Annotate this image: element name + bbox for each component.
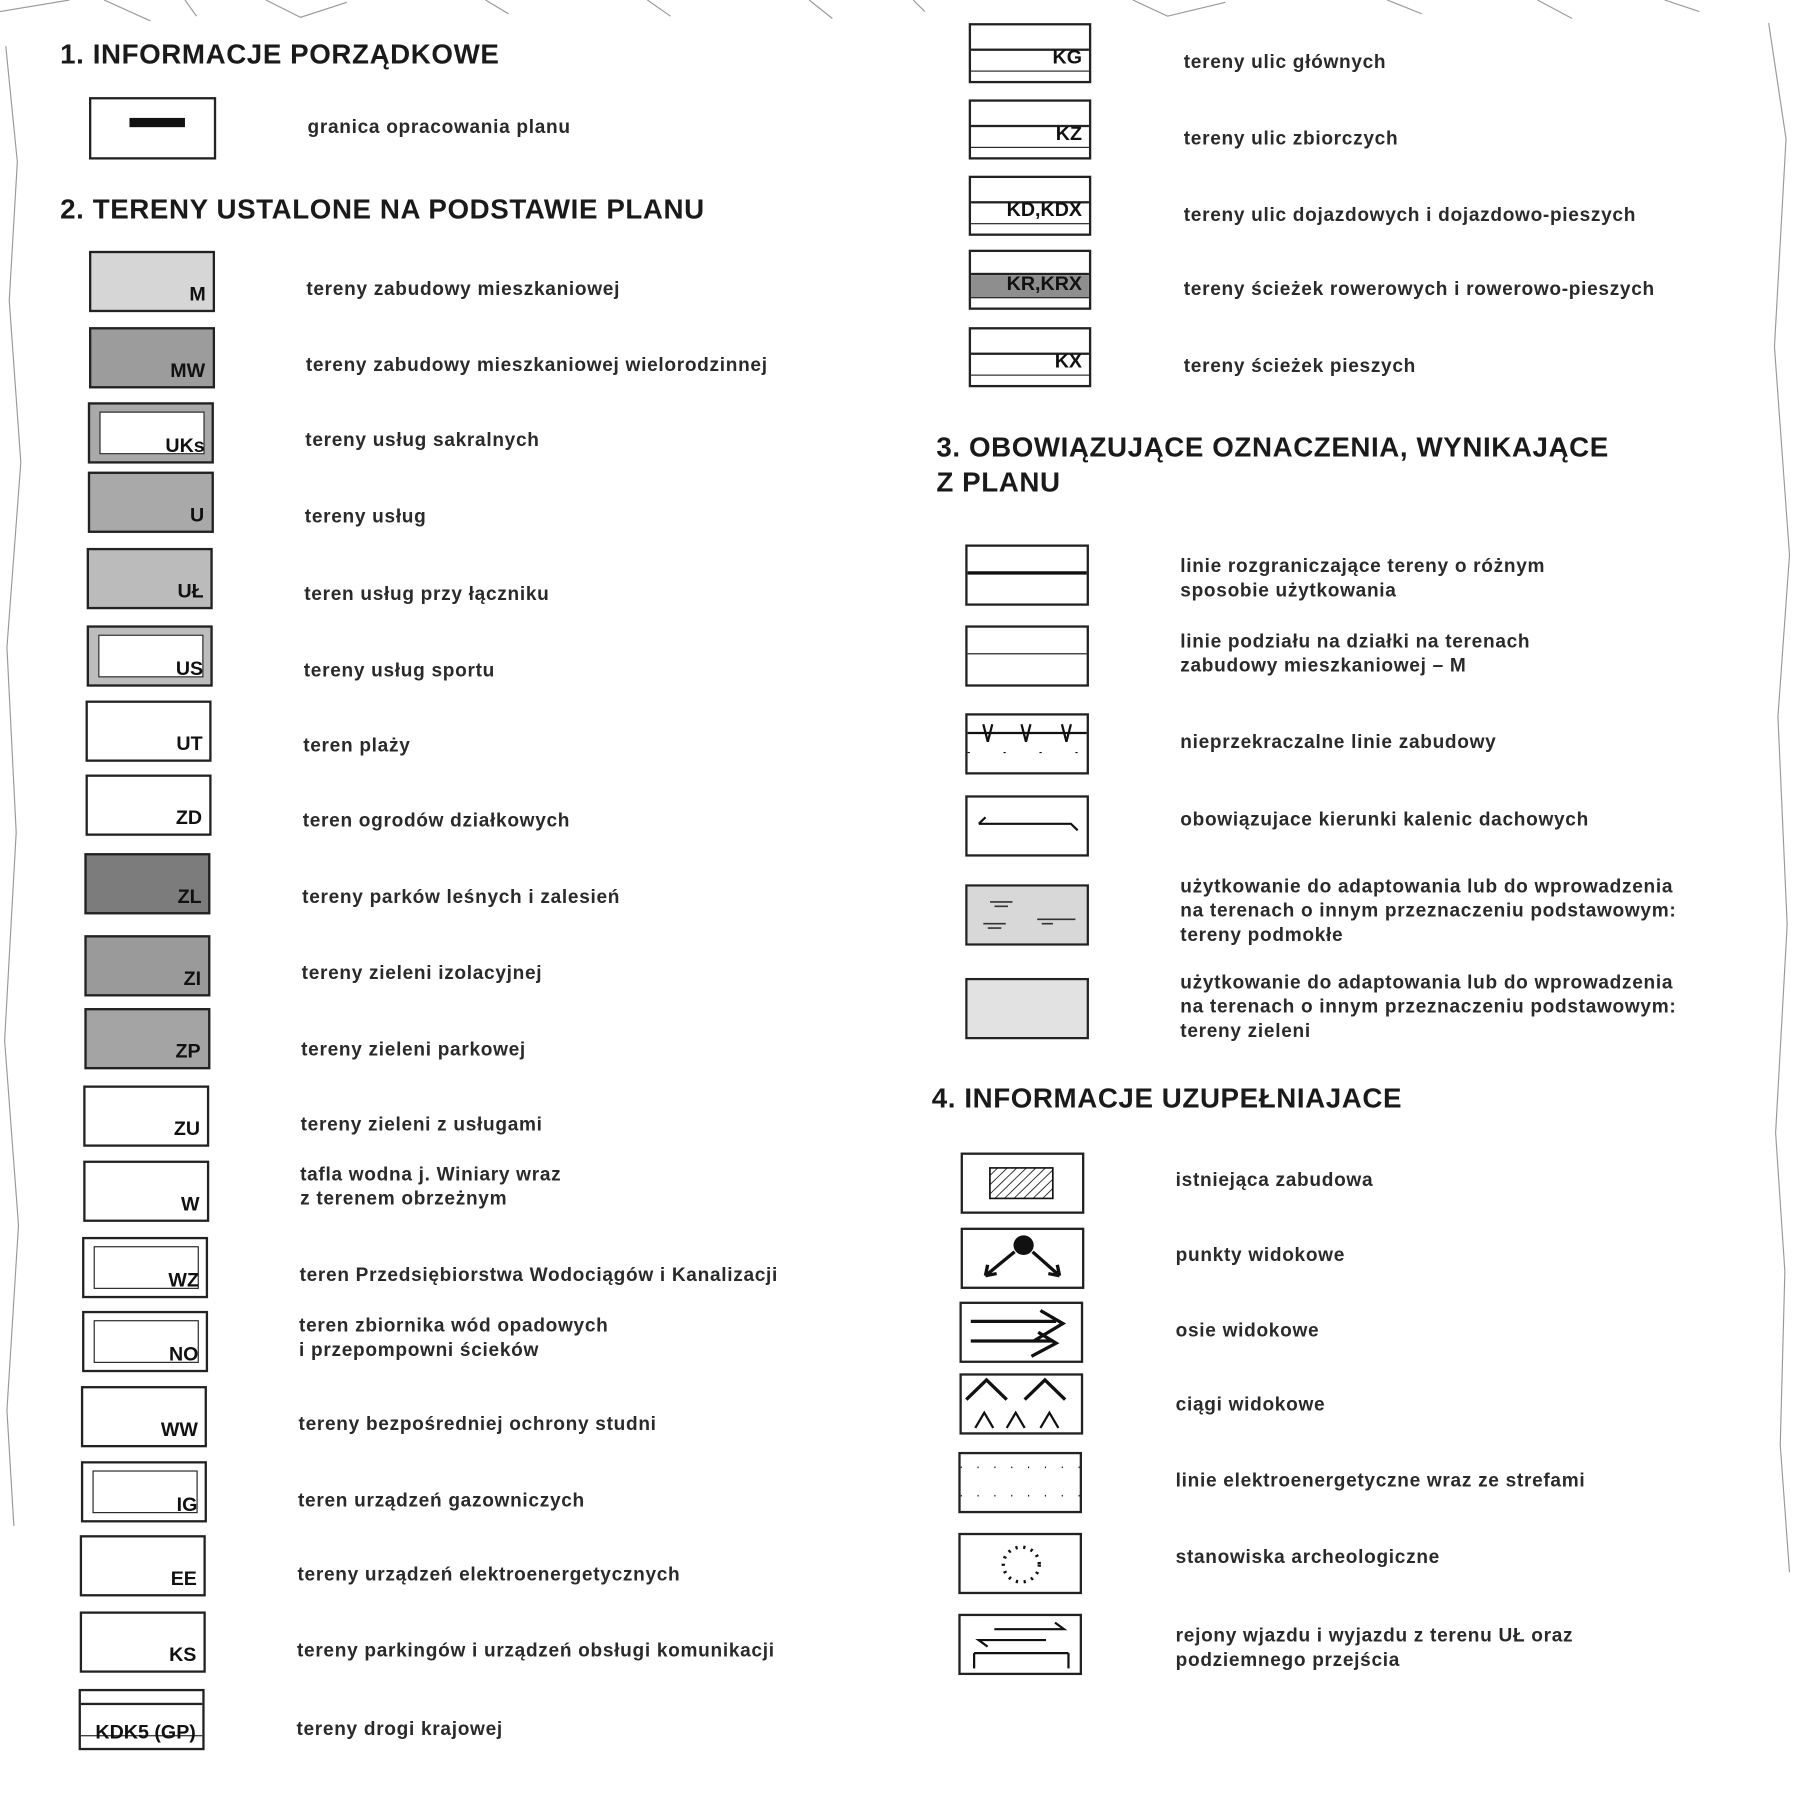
road-edge-line bbox=[971, 70, 1089, 72]
zone-label: tereny usług sakralnych bbox=[305, 430, 540, 451]
zone-code: UŁ bbox=[177, 580, 204, 603]
zone-symbol-zl bbox=[85, 853, 211, 914]
zone-symbol-ig bbox=[81, 1461, 207, 1522]
zone-label: teren urządzeń gazowniczych bbox=[298, 1490, 585, 1511]
zone-label: teren Przedsiębiorstwa Wodociągów i Kanalizacji bbox=[299, 1264, 779, 1286]
section-1-heading: 1. INFORMACJE PORZĄDKOWE bbox=[60, 39, 500, 71]
view-axis-icon bbox=[960, 1302, 1084, 1363]
zone-symbol-ee bbox=[80, 1535, 206, 1596]
zone-symbol-ut bbox=[86, 701, 212, 762]
view-sequence-icon bbox=[959, 1373, 1083, 1434]
legend-label: osie widokowe bbox=[1175, 1320, 1320, 1341]
road-symbol-kz bbox=[969, 99, 1092, 159]
zone-code: ZD bbox=[175, 806, 203, 829]
boundary-bar-icon bbox=[129, 118, 184, 127]
road-line bbox=[81, 1703, 202, 1705]
zone-code: WZ bbox=[168, 1269, 199, 1292]
greenery-icon bbox=[965, 978, 1089, 1039]
zone-symbol-u- bbox=[87, 548, 213, 609]
zone-symbol-ww bbox=[81, 1386, 207, 1447]
zone-label: tereny zieleni parkowej bbox=[301, 1039, 526, 1061]
road-label: tereny ulic głównych bbox=[1183, 52, 1387, 73]
zone-symbol-w bbox=[83, 1161, 209, 1222]
plan-boundary-label: granica opracowania planu bbox=[307, 116, 571, 138]
road-label: tereny ścieżek rowerowych i rowerowo-pieszych bbox=[1183, 278, 1655, 300]
road-symbol-kg bbox=[969, 23, 1092, 83]
zone-symbol-zi bbox=[84, 935, 210, 996]
zone-label: teren usług przy łączniku bbox=[304, 583, 550, 605]
archaeology-icon bbox=[958, 1533, 1082, 1594]
road-symbol-kr-krx bbox=[969, 250, 1092, 310]
zone-symbol-u bbox=[87, 472, 213, 533]
zone-label: tereny usług sportu bbox=[303, 660, 495, 681]
zone-code: NO bbox=[168, 1343, 199, 1366]
zone-symbol-uks bbox=[88, 402, 214, 463]
road-label: tereny ulic zbiorczych bbox=[1183, 128, 1399, 150]
section-2-heading: 2. TERENY USTALONE NA PODSTAWIE PLANU bbox=[60, 194, 705, 226]
legend-label: nieprzekraczalne linie zabudowy bbox=[1180, 731, 1497, 753]
road-edge-line bbox=[971, 223, 1089, 225]
section-4-heading: 4. INFORMACJE UZUPEŁNIAJACE bbox=[931, 1083, 1403, 1115]
zone-code: ZP bbox=[175, 1040, 201, 1063]
zone-label: tereny usług bbox=[304, 506, 427, 528]
legend-label: ciągi widokowe bbox=[1175, 1394, 1326, 1415]
zone-symbol-ks bbox=[80, 1611, 206, 1672]
legend-label: istniejąca zabudowa bbox=[1175, 1169, 1374, 1191]
power-line-icon bbox=[959, 1452, 1083, 1513]
road-symbol-kd-kdx bbox=[969, 176, 1092, 236]
zone-code: ZU bbox=[173, 1117, 201, 1140]
zone-label: tereny bezpośredniej ochrony studni bbox=[298, 1413, 657, 1435]
zone-label: teren plaży bbox=[303, 735, 411, 757]
road-code: KX bbox=[1054, 350, 1083, 373]
legend-label: linie elektroenergetyczne wraz ze strefami bbox=[1175, 1470, 1586, 1492]
zone-label: teren zbiornika wód opadowych i przepompowni ścieków bbox=[299, 1315, 609, 1361]
road-edge-line bbox=[971, 146, 1089, 148]
zone-label: tereny parków leśnych i zalesień bbox=[302, 886, 621, 908]
zone-code: EE bbox=[170, 1567, 197, 1590]
zone-label: tereny drogi krajowej bbox=[296, 1718, 503, 1740]
legend-label: linie rozgraniczające tereny o różnym sposobie użytkowania bbox=[1180, 556, 1546, 602]
legend-label: punkty widokowe bbox=[1175, 1245, 1346, 1266]
plan-boundary-symbol bbox=[89, 97, 216, 159]
zone-label: tereny urządzeń elektroenergetycznych bbox=[297, 1564, 681, 1585]
zone-code: U bbox=[189, 504, 205, 526]
road-code: KZ bbox=[1055, 122, 1083, 145]
zone-label: tereny zieleni izolacyjnej bbox=[301, 962, 543, 984]
zone-symbol-zu bbox=[83, 1085, 209, 1146]
zone-symbol-zp bbox=[84, 1008, 210, 1069]
zone-code: UT bbox=[176, 732, 203, 755]
zone-label: tereny zabudowy mieszkaniowej wielorodzinnej bbox=[305, 354, 768, 376]
zone-code: ZI bbox=[183, 967, 202, 990]
zone-code: MW bbox=[170, 359, 206, 382]
zone-symbol-mw bbox=[88, 327, 214, 388]
zone-symbol-m bbox=[89, 251, 215, 312]
road-edge-line bbox=[971, 297, 1089, 299]
road-code: KD,KDX bbox=[1006, 198, 1083, 221]
zone-label: tereny zabudowy mieszkaniowej bbox=[306, 278, 621, 300]
zone-code: W bbox=[180, 1192, 200, 1215]
zone-label: tereny zieleni z usługami bbox=[300, 1114, 543, 1136]
roof-direction-icon bbox=[965, 795, 1089, 856]
road-symbol-kx bbox=[969, 327, 1092, 387]
zone-symbol-no bbox=[82, 1311, 208, 1372]
zone-symbol-zd bbox=[85, 775, 211, 836]
road-code: KR,KRX bbox=[1006, 272, 1083, 295]
viewpoint-icon bbox=[960, 1228, 1084, 1289]
legend-label: stanowiska archeologiczne bbox=[1175, 1546, 1440, 1568]
zone-symbol-wz bbox=[82, 1237, 208, 1298]
road-code: KG bbox=[1052, 46, 1083, 69]
building-line-icon bbox=[965, 713, 1089, 774]
legend-label: użytkowanie do adaptowania lub do wprowadzenia na terenach o innym przeznaczeniu podstawowym: tereny zieleni bbox=[1180, 972, 1677, 1042]
legend-label: rejony wjazdu i wyjazdu z terenu UŁ oraz podziemnego przejścia bbox=[1175, 1625, 1574, 1671]
legend-label: obowiązujace kierunki kalenic dachowych bbox=[1180, 809, 1589, 831]
boundary-line-icon bbox=[965, 544, 1089, 605]
legend-label: użytkowanie do adaptowania lub do wprowadzenia na terenach o innym przeznaczeniu podstawowym: tereny podmokłe bbox=[1180, 876, 1677, 946]
zone-code: IG bbox=[176, 1493, 198, 1516]
zone-symbol-kdk5-gp- bbox=[79, 1689, 205, 1750]
road-label: tereny ulic dojazdowych i dojazdowo-pieszych bbox=[1183, 204, 1637, 226]
road-label: tereny ścieżek pieszych bbox=[1183, 356, 1417, 377]
zone-label: tereny parkingów i urządzeń obsługi komunikacji bbox=[296, 1640, 775, 1662]
zone-code: UKs bbox=[165, 434, 205, 457]
section-3-heading: 3. OBOWIĄZUJĄCE OZNACZENIA, WYNIKAJĄCE Z PLANU bbox=[936, 432, 1609, 499]
zone-label: tafla wodna j. Winiary wraz z terenem obrzeżnym bbox=[300, 1164, 562, 1210]
zone-code: M bbox=[189, 283, 206, 306]
wetland-icon bbox=[965, 884, 1089, 945]
zone-code: WW bbox=[160, 1418, 198, 1441]
zone-code: KS bbox=[169, 1643, 197, 1666]
entry-exit-icon bbox=[958, 1614, 1082, 1675]
legend-label: linie podziału na działki na terenach zabudowy mieszkaniowej – M bbox=[1180, 631, 1531, 677]
road-edge-line bbox=[971, 374, 1089, 376]
zone-code: ZL bbox=[177, 885, 202, 908]
existing-building-icon bbox=[961, 1153, 1085, 1214]
plot-division-icon bbox=[965, 625, 1089, 686]
zone-code: KDK5 (GP) bbox=[95, 1721, 196, 1744]
zone-code: US bbox=[175, 657, 204, 680]
zone-label: teren ogrodów działkowych bbox=[302, 810, 571, 832]
zone-symbol-us bbox=[86, 625, 212, 686]
